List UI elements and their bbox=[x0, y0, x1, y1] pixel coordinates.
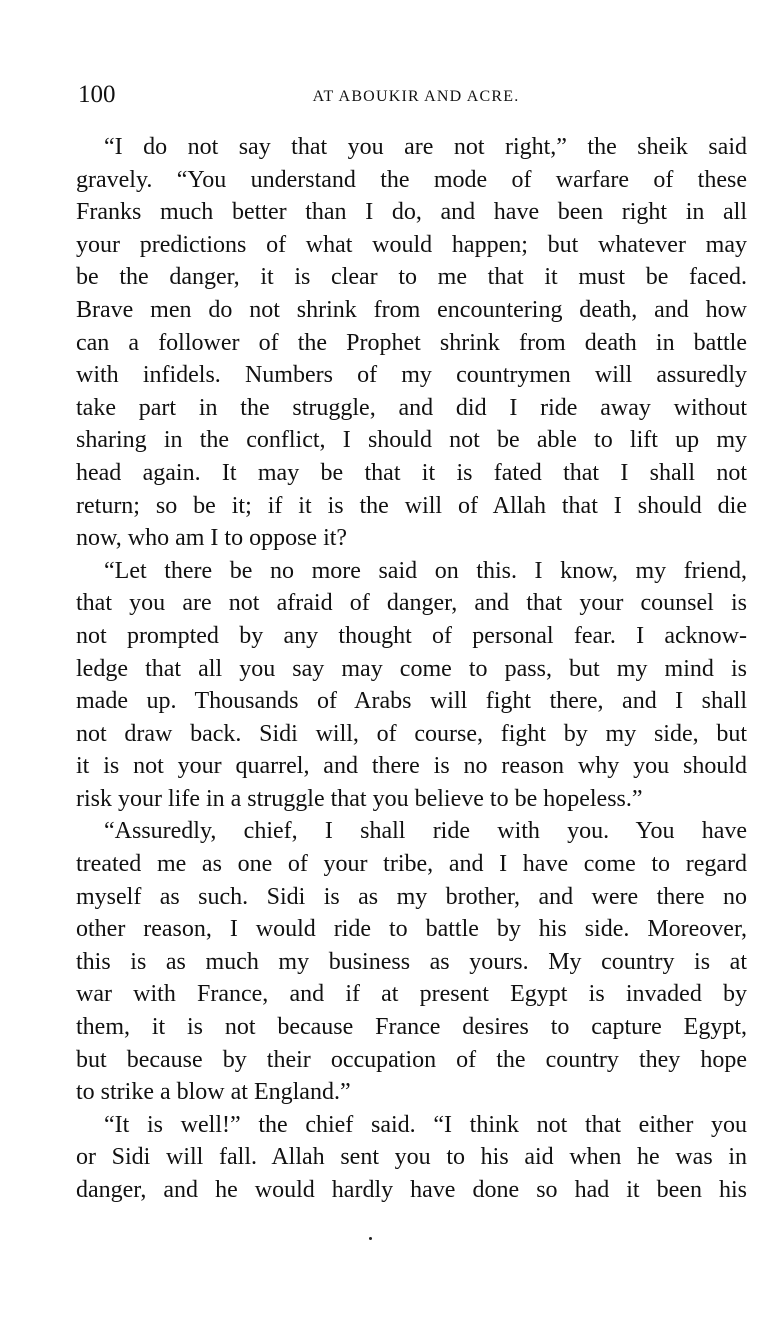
text-line: war with France, and if at present Egypt is invaded by bbox=[76, 981, 747, 1008]
text-line: myself as such. Sidi is as my brother, and were there no bbox=[76, 883, 747, 910]
print-speck bbox=[369, 1237, 372, 1240]
text-line: gravely. “You understand the mode of warfare of these bbox=[76, 166, 747, 193]
text-line: this is as much my business as yours. My country is at bbox=[76, 948, 747, 975]
text-line: sharing in the conflict, I should not be able to lift up my bbox=[76, 427, 747, 454]
text-line: head again. It may be that it is fated that I shall not bbox=[76, 459, 747, 486]
text-line: danger, and he would hardly have done so had it been his bbox=[76, 1177, 747, 1203]
text-line: return; so be it; if it is the will of Allah that I should die bbox=[76, 492, 747, 519]
text-line: or Sidi will fall. Allah sent you to his aid when he was in bbox=[76, 1144, 747, 1171]
text-line: that you are not afraid of danger, and that your counsel is bbox=[76, 590, 747, 617]
text-line: “It is well!” the chief said. “I think not that either you bbox=[104, 1111, 747, 1138]
text-line: to strike a blow at England.” bbox=[76, 1079, 351, 1106]
body-text bbox=[76, 131, 747, 1207]
text-line: your predictions of what would happen; but whatever may bbox=[76, 231, 747, 258]
running-title: AT ABOUKIR AND ACRE. bbox=[312, 88, 520, 105]
text-line: ledge that all you say may come to pass, but my mind is bbox=[76, 655, 747, 682]
text-line: now, who am I to oppose it? bbox=[76, 525, 348, 552]
text-line: “Assuredly, chief, I shall ride with you. You have bbox=[104, 818, 747, 845]
text-line: Franks much better than I do, and have been right in all bbox=[76, 199, 747, 226]
text-line: made up. Thousands of Arabs will fight there, and I shall bbox=[76, 688, 747, 715]
text-line: it is not your quarrel, and there is no reason why you should bbox=[76, 753, 747, 780]
text-line: not prompted by any thought of personal fear. I acknow- bbox=[76, 622, 747, 649]
text-line: them, it is not because France desires to capture Egypt, bbox=[76, 1014, 747, 1041]
text-line: can a follower of the Prophet shrink from death in battle bbox=[76, 329, 747, 356]
text-line: treated me as one of your tribe, and I have come to regard bbox=[76, 851, 747, 878]
running-head bbox=[78, 80, 748, 112]
text-line: take part in the struggle, and did I ride away without bbox=[76, 394, 747, 421]
text-line: other reason, I would ride to battle by his side. Moreover, bbox=[76, 916, 747, 943]
text-line: “I do not say that you are not right,” the sheik said bbox=[104, 134, 747, 160]
text-line: but because by their occupation of the country they hope bbox=[76, 1046, 747, 1073]
text-line: not draw back. Sidi will, of course, fight by my side, but bbox=[76, 720, 747, 747]
text-line: Brave men do not shrink from encountering death, and how bbox=[76, 296, 747, 323]
text-line: risk your life in a struggle that you believe to be hopeless.” bbox=[76, 785, 643, 812]
text-line: with infidels. Numbers of my countrymen will assuredly bbox=[76, 362, 747, 389]
text-line: be the danger, it is clear to me that it must be faced. bbox=[76, 264, 747, 291]
page-number: 100 bbox=[78, 81, 116, 108]
text-line: “Let there be no more said on this. I know, my friend, bbox=[104, 557, 747, 584]
